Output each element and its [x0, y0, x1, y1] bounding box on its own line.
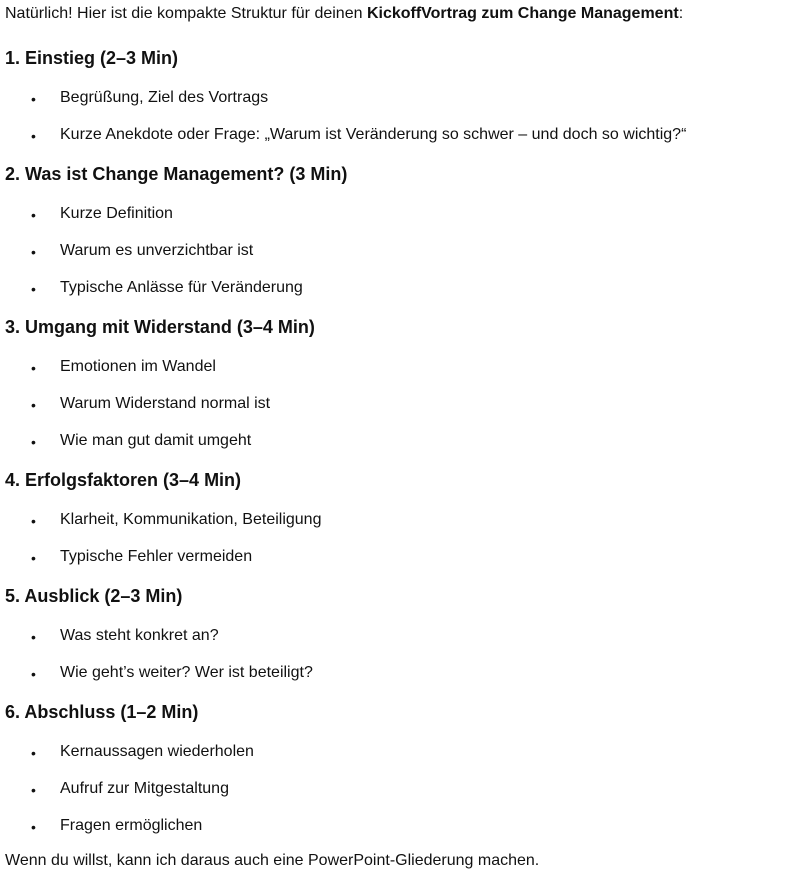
list-item-text: Typische Fehler vermeiden: [60, 548, 253, 565]
bullet-icon: •: [31, 91, 36, 107]
list-item-text: Warum Widerstand normal ist: [60, 395, 271, 412]
list-item: [0, 626, 800, 648]
list-item: [0, 204, 800, 226]
bullet-icon: •: [31, 360, 36, 376]
intro-colon: :: [678, 5, 684, 22]
section-heading: 6. Abschluss (1–2 Min): [5, 702, 199, 722]
list-item: [0, 88, 800, 110]
section-heading: 1. Einstieg (2–3 Min): [5, 48, 179, 68]
list-item-text: Emotionen im Wandel: [60, 358, 216, 375]
list-item-text: Wie geht’s weiter? Wer ist beteiligt?: [60, 664, 313, 681]
bullet-icon: •: [31, 819, 36, 835]
outro-paragraph: Wenn du willst, kann ich daraus auch eine PowerPoint-Gliederung machen.: [5, 852, 540, 869]
list-item-text: Warum es unverzichtbar ist: [60, 242, 254, 259]
bullet-icon: •: [31, 397, 36, 413]
bullet-icon: •: [31, 782, 36, 798]
list-item: [0, 779, 800, 801]
bullet-icon: •: [31, 745, 36, 761]
list-item: [0, 394, 800, 416]
list-item-text: Aufruf zur Mitgestaltung: [60, 780, 229, 797]
list-item: [0, 431, 800, 453]
list-item: [0, 278, 800, 300]
list-item: [0, 125, 800, 147]
bullet-icon: •: [31, 207, 36, 223]
list-item: [0, 816, 800, 838]
list-item: [0, 241, 800, 263]
list-item: [0, 663, 800, 685]
intro-text: Natürlich! Hier ist die kompakte Struktur für deinen: [5, 5, 367, 22]
list-item: [0, 357, 800, 379]
list-item-text: Kernaussagen wiederholen: [60, 743, 254, 760]
bullet-icon: •: [31, 434, 36, 450]
section-heading: 5. Ausblick (2–3 Min): [5, 586, 183, 606]
list-item-text: Kurze Definition: [60, 205, 173, 222]
list-item: [0, 547, 800, 569]
list-item-text: Kurze Anekdote oder Frage: „Warum ist Veränderung so schwer – und doch so wichtig?“: [60, 126, 687, 143]
list-item: [0, 510, 800, 532]
list-item: [0, 742, 800, 764]
list-item-text: Fragen ermöglichen: [60, 817, 203, 834]
list-item-text: Typische Anlässe für Veränderung: [60, 279, 303, 296]
list-item-text: Begrüßung, Ziel des Vortrags: [60, 89, 269, 106]
bullet-icon: •: [31, 281, 36, 297]
section-heading: 3. Umgang mit Widerstand (3–4 Min): [5, 317, 315, 337]
bullet-icon: •: [31, 128, 36, 144]
list-item-text: Was steht konkret an?: [60, 627, 219, 644]
section-heading: 2. Was ist Change Management? (3 Min): [5, 164, 348, 184]
bullet-icon: •: [31, 550, 36, 566]
bullet-icon: •: [31, 666, 36, 682]
section-heading: 4. Erfolgsfaktoren (3–4 Min): [5, 470, 242, 490]
bullet-icon: •: [31, 513, 36, 529]
intro-paragraph: [5, 4, 683, 24]
bullet-icon: •: [31, 244, 36, 260]
intro-bold-topic: KickoffVortrag zum Change Management: [366, 5, 679, 22]
list-item-text: Klarheit, Kommunikation, Beteiligung: [60, 511, 322, 528]
bullet-icon: •: [31, 629, 36, 645]
list-item-text: Wie man gut damit umgeht: [60, 432, 252, 449]
